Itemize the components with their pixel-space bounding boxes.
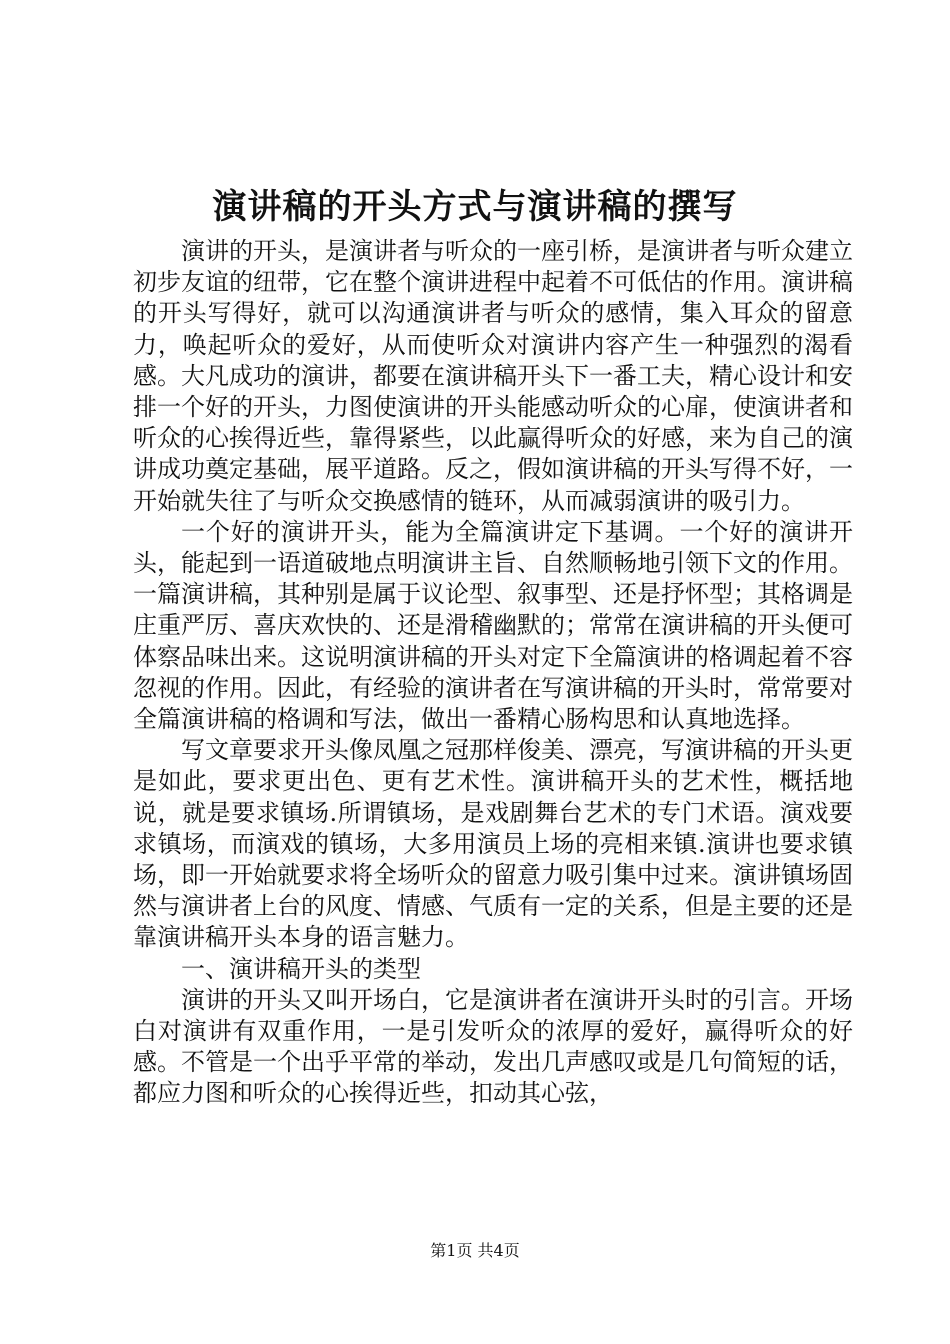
document-body: [133, 236, 853, 1110]
paragraph-tone: 一个好的演讲开头，能为全篇演讲定下基调。一个好的演讲开头，能起到一语道破地点明演讲主旨、自然顺畅地引领下文的作用。一篇演讲稿，其种别是属于议论型、叙事型、还是抒怀型；其格调是庄重严厉、喜庆欢快的、还是滑稽幽默的；常常在演讲稿的开头便可体察品味出来。这说明演讲稿的开头对定下全篇演讲的格调起着不容忽视的作用。因此，有经验的演讲者在写演讲稿的开头时，常常要对全篇演讲稿的格调和写法，做出一番精心肠构思和认真地选择。: [133, 517, 853, 734]
document-title: 演讲稿的开头方式与演讲稿的撰写: [212, 187, 738, 227]
page-footer: 第1页 共4页: [430, 1241, 520, 1260]
paragraph-art: 写文章要求开头像凤凰之冠那样俊美、漂亮，写演讲稿的开头更是如此，要求更出色、更有艺术性。演讲稿开头的艺术性，概括地说，就是要求镇场.所谓镇场，是戏剧舞台艺术的专门术语。演戏要求镇场，而演戏的镇场，大多用演员上场的亮相来镇.演讲也要求镇场，即一开始就要求将全场听众的留意力吸引集中过来。演讲镇场固然与演讲者上台的风度、情感、气质有一定的关系，但是主要的还是靠演讲稿开头本身的语言魅力。: [133, 736, 853, 952]
paragraph-opening: 演讲的开头又叫开场白，它是演讲者在演讲开头时的引言。开场白对演讲有双重作用，一是引发听众的浓厚的爱好，赢得听众的好感。不管是一个出乎平常的举动，发出几声感叹或是几句简短的话，都应力图和听众的心挨得近些，扣动其心弦，: [133, 985, 853, 1108]
section-heading: 一、演讲稿开头的类型: [181, 954, 421, 983]
paragraph-intro: 演讲的开头，是演讲者与听众的一座引桥，是演讲者与听众建立初步友谊的纽带，它在整个演讲进程中起着不可低估的作用。演讲稿的开头写得好，就可以沟通演讲者与听众的感情，集入耳众的留意力，唤起听众的爱好，从而使听众对演讲内容产生一种强烈的渴看感。大凡成功的演讲，都要在演讲稿开头下一番工夫，精心设计和安排一个好的开头，力图使演讲的开头能感动听众的心扉，使演讲者和听众的心挨得近些，靠得紧些，以此赢得听众的好感，来为自己的演讲成功奠定基础，展平道路。反之，假如演讲稿的开头写得不好，一开始就失往了与听众交换感情的链环，从而减弱演讲的吸引力。: [133, 237, 853, 515]
